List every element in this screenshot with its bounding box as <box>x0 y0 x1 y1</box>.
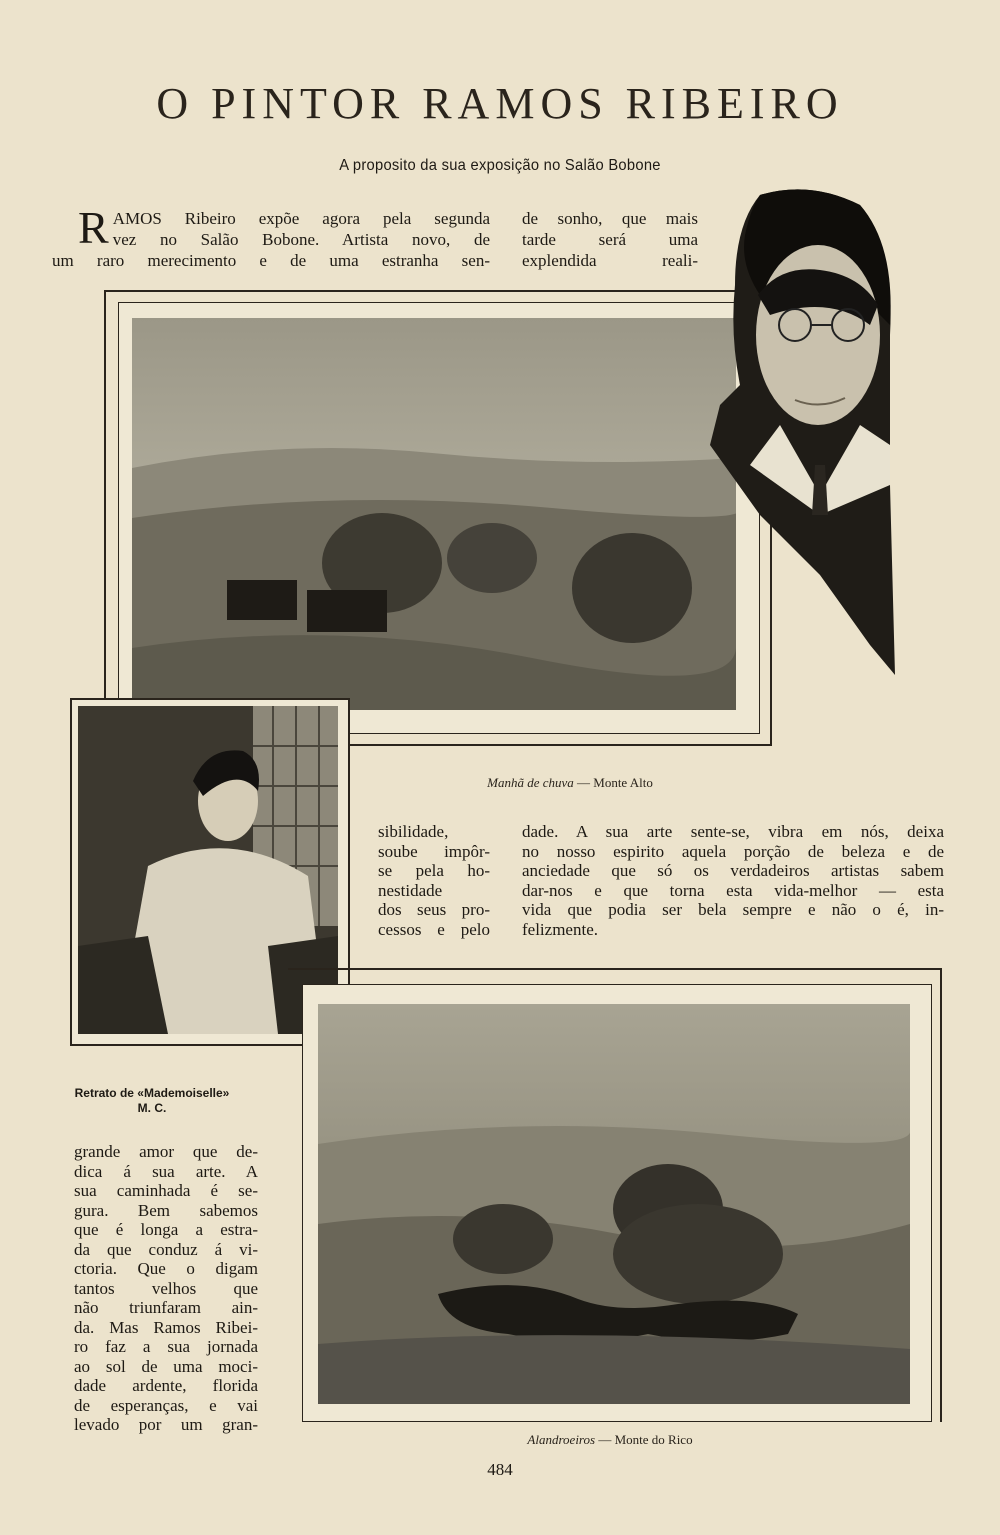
left-line: gura. Bem sabemos <box>74 1200 258 1220</box>
left-line: tantos velhos que <box>74 1278 258 1298</box>
painting-alandroeiros <box>318 1004 910 1404</box>
left-line: não triunfaram ain- <box>74 1298 258 1317</box>
left-line: de esperanças, e vai <box>74 1395 258 1415</box>
caption-portrait <box>62 1086 242 1116</box>
caption-portrait-line2: M. C. <box>137 1101 167 1115</box>
caption-painting-1-title: Manhã de chuva <box>487 775 574 790</box>
intro-line: AMOS Ribeiro expõe agora pela segunda <box>112 209 490 228</box>
caption-painting-1-place: — Monte Alto <box>577 775 653 790</box>
caption-painting-2 <box>430 1432 790 1448</box>
intro-column <box>52 202 490 271</box>
article-title: O PINTOR RAMOS RIBEIRO <box>156 79 844 128</box>
left-line: ro faz a sua jornada <box>74 1337 258 1356</box>
intro2-line: de sonho, que mais <box>522 209 698 228</box>
left-line: grande amor que de- <box>74 1142 258 1161</box>
right-line: no nosso espirito aquela porção de beleza e de <box>522 841 944 861</box>
left-line: sua caminhada é se- <box>74 1181 258 1200</box>
painting-manha-de-chuva <box>132 318 736 710</box>
intro2-line: explendida reali- <box>522 251 698 270</box>
left-line: ao sol de uma moci- <box>74 1356 258 1376</box>
drop-cap: R <box>78 202 109 253</box>
left-line: dica á sua arte. A <box>74 1161 258 1181</box>
caption-painting-2-place: — Monte do Rico <box>598 1432 693 1447</box>
left-line: dade ardente, florida <box>74 1376 258 1395</box>
intro2-line: tarde será uma <box>522 230 698 249</box>
middle-line: se pela ho- <box>378 861 490 880</box>
article-subtitle: A proposito da sua exposição no Salão Bobone <box>339 157 661 174</box>
middle-line: cessos e pelo <box>378 919 490 939</box>
middle-column <box>378 822 490 939</box>
intro-line: vez no Salão Bobone. Artista novo, de <box>112 230 490 249</box>
painter-portrait <box>700 185 900 675</box>
middle-line: dos seus pro- <box>378 900 490 919</box>
right-line: felizmente. <box>522 919 598 939</box>
page-number: 484 <box>487 1460 513 1479</box>
left-line: ctoria. Que o digam <box>74 1259 258 1278</box>
left-line: levado por um gran- <box>74 1415 258 1434</box>
caption-portrait-line1: Retrato de «Mademoiselle» <box>74 1086 230 1100</box>
right-column <box>522 822 944 939</box>
right-line: vida que podia ser bela sempre e não o é, in- <box>522 900 944 919</box>
left-line: da que conduz á vi- <box>74 1239 258 1259</box>
caption-painting-1 <box>400 775 740 791</box>
intro-line: um raro merecimento e de uma estranha sen- <box>52 251 490 270</box>
left-line: que é longa a estra- <box>74 1220 258 1239</box>
left-line: da. Mas Ramos Ribei- <box>74 1317 258 1337</box>
right-line: anciedade que só os verdadeiros artistas sabem <box>522 861 944 880</box>
right-line: dar-nos e que torna esta vida-melhor — esta <box>522 880 944 900</box>
middle-line: nestidade <box>378 880 443 900</box>
left-column <box>74 1142 258 1435</box>
caption-painting-2-title: Alandroeiros <box>527 1432 596 1447</box>
intro-column-2 <box>522 208 698 271</box>
middle-line: sibilidade, <box>378 822 449 841</box>
middle-line: soube impôr- <box>378 841 490 861</box>
right-line: dade. A sua arte sente-se, vibra em nós, deixa <box>522 822 944 841</box>
